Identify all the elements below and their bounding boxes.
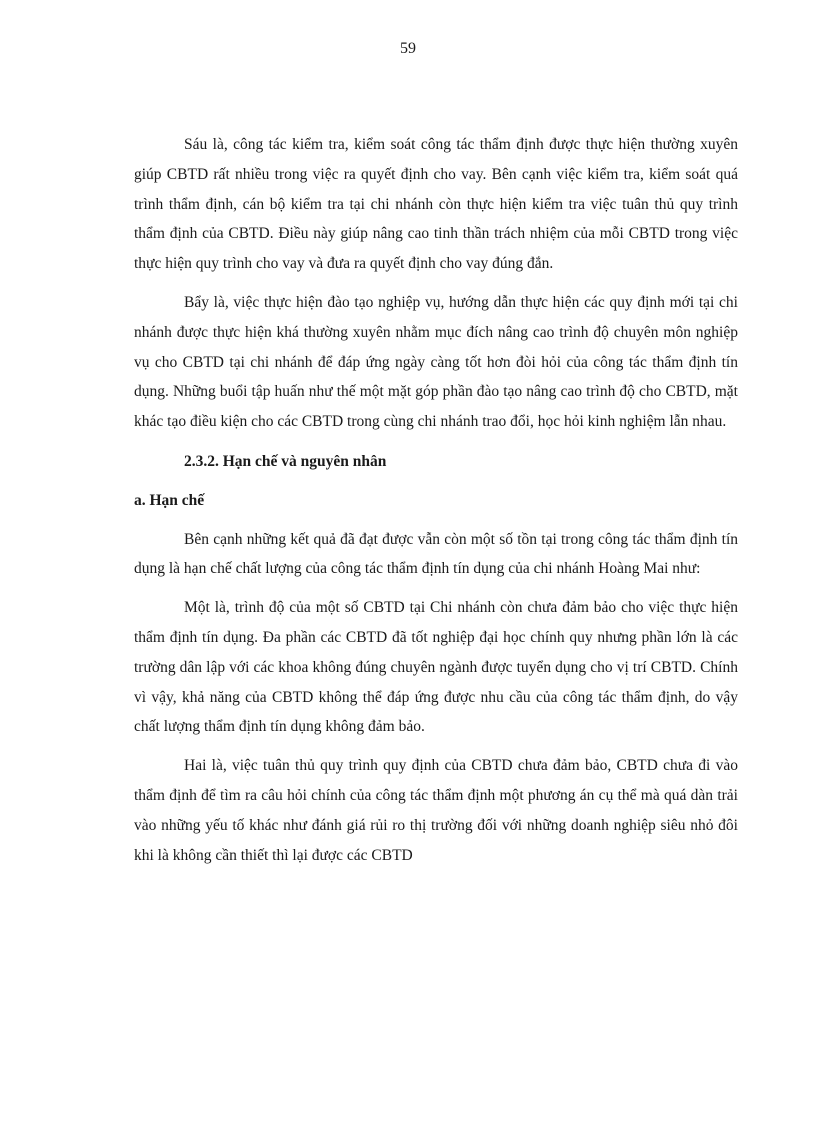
paragraph-bay-la: Bẩy là, việc thực hiện đào tạo nghiệp vụ, hướng dẫn thực hiện các quy định mới tại chi nhánh được thực hiện khá thường xuyên nhằm mục đích nâng cao trình độ chuyên môn nghiệp vụ cho CBTD tại chi nhánh để đáp ứng ngày càng tốt hơn đòi hỏi của công tác thẩm định tín dụng. Những buổi tập huấn như thế một mặt góp phần đào tạo nâng cao trình độ cho CBTD, mặt khác tạo điều kiện cho các CBTD trong cùng chi nhánh trao đổi, học hỏi kinh nghiệm lẫn nhau. bbox=[134, 293, 738, 431]
subsection-heading: a. Hạn chế bbox=[134, 491, 205, 509]
paragraph-sau-la: Sáu là, công tác kiểm tra, kiểm soát công tác thẩm định được thực hiện thường xuyên giúp CBTD rất nhiều trong việc ra quyết định cho vay. Bên cạnh việc kiểm tra, kiểm soát quá trình thẩm định, cán bộ kiểm tra tại chi nhánh còn thực hiện kiểm tra việc tuân thủ quy trình thẩm định của CBTD. Điều này giúp nâng cao tinh thần trách nhiệm của mỗi CBTD trong việc thực hiện quy trình cho vay và đưa ra quyết định cho vay đúng đắn. bbox=[134, 136, 738, 273]
paragraph-mot-la: Một là, trình độ của một số CBTD tại Chi nhánh còn chưa đảm bảo cho việc thực hiện thẩm định tín dụng. Đa phần các CBTD đã tốt nghiệp đại học chính quy nhưng phần lớn là các trường dân lập với các khoa không đúng chuyên ngành được tuyển dụng cho vị trí CBTD. Chính vì vậy, khả năng của CBTD không thể đáp ứng được nhu cầu của công tác thẩm định, do vậy chất lượng thẩm định tín dụng không đảm bảo. bbox=[134, 599, 738, 736]
paragraph-hai-la: Hai là, việc tuân thủ quy trình quy định của CBTD chưa đảm bảo, CBTD chưa đi vào thẩm định để tìm ra câu hỏi chính của công tác thẩm định một phương án cụ thể mà quá dàn trải vào những yếu tố khác như đánh giá rủi ro thị trường đối với những doanh nghiệp siêu nhỏ đôi khi là không cần thiết thì lại được các CBTD bbox=[134, 757, 738, 864]
document-body bbox=[134, 130, 738, 870]
page-number: 59 bbox=[400, 40, 416, 57]
paragraph-ben-canh: Bên cạnh những kết quả đã đạt được vẫn còn một số tồn tại trong công tác thẩm định tín dụng là hạn chế chất lượng của công tác thẩm định tín dụng của chi nhánh Hoàng Mai như: bbox=[134, 530, 738, 578]
section-heading: 2.3.2. Hạn chế và nguyên nhân bbox=[184, 452, 387, 470]
